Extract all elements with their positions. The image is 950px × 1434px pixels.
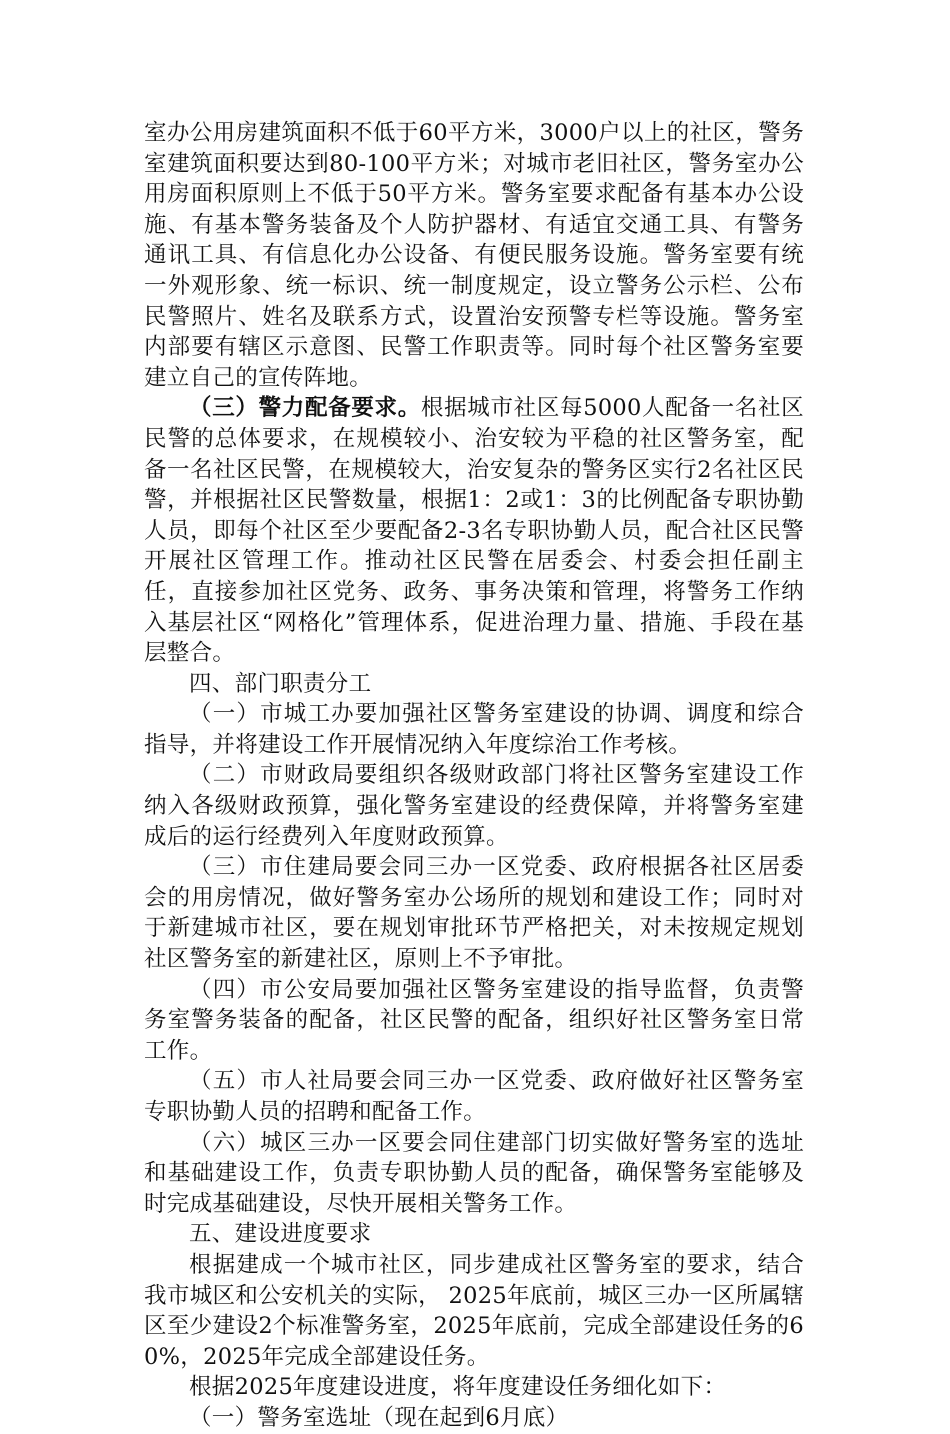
- paragraph-office-space: [144, 118, 804, 393]
- section-heading-police-staffing: （三）警力配备要求。: [189, 395, 421, 422]
- paragraph-duty-1: （一）市城工办要加强社区警务室建设的协调、调度和综合指导，并将建设工作开展情况纳入年度综治工作考核。: [144, 701, 804, 758]
- section-title-schedule: 五、建设进度要求: [189, 1221, 372, 1248]
- document-body: [144, 118, 804, 1434]
- paragraph-schedule: 根据建成一个城市社区，同步建成社区警务室的要求，结合我市城区和公安机关的实际， 2025年底前，城区三办一区所属辖区至少建设2个标准警务室，2025年底前，完成全部建设任务的60%，2025年完成全部建设任务。: [144, 1251, 804, 1370]
- paragraph-duty-2: （二）市财政局要组织各级财政部门将社区警务室建设工作纳入各级财政预算，强化警务室建设的经费保障，并将警务室建成后的运行经费列入年度财政预算。: [144, 762, 804, 850]
- paragraph-duty-5: （五）市人社局要会同三办一区党委、政府做好社区警务室专职协勤人员的招聘和配备工作。: [144, 1068, 804, 1125]
- paragraph-duty-3: （三）市住建局要会同三办一区党委、政府根据各社区居委会的用房情况，做好警务室办公场所的规划和建设工作；同时对于新建城市社区，要在规划审批环节严格把关，对未按规定规划社区警务室的新建社区，原则上不予审批。: [144, 854, 804, 973]
- paragraph-duty-4: （四）市公安局要加强社区警务室建设的指导监督，负责警务室警务装备的配备，社区民警的配备，组织好社区警务室日常工作。: [144, 976, 804, 1064]
- paragraph-site-selection: （一）警务室选址（现在起到6月底）: [189, 1404, 569, 1431]
- paragraph-text: 根据城市社区每5000人配备一名社区民警的总体要求，在规模较小、治安较为平稳的社区警务室，配备一名社区民警，在规模较大，治安复杂的警务区实行2名社区民警，并根据社区民警数量，根据1：2或1：3的比例配备专职协勤人员，即每个社区至少要配备2-3名专职协勤人员，配合社区民警开展社区管理工作。推动社区民警在居委会、村委会担任副主任，直接参加社区党务、政务、事务决策和管理，将警务工作纳入基层社区“网格化”管理体系，促进治理力量、措施、手段在基层整合。: [144, 395, 804, 667]
- paragraph-text: 室办公用房建筑面积不低于60平方米，3000户以上的社区，警务室建筑面积要达到80-100平方米；对城市老旧社区，警务室办公用房面积原则上不低于50平方米。警务室要求配备有基本办公设施、有基本警务装备及个人防护器材、有适宜交通工具、有警务通讯工具、有信息化办公设备、有便民服务设施。警务室要有统一外观形象、统一标识、统一制度规定，设立警务公示栏、公布民警照片、姓名及联系方式，设置治安预警专栏等设施。警务室内部要有辖区示意图、民警工作职责等。同时每个社区警务室要建立自己的宣传阵地。: [144, 120, 804, 391]
- section-title-department-duties: 四、部门职责分工: [189, 670, 372, 697]
- paragraph-police-staffing: [144, 393, 804, 668]
- paragraph-duty-6: （六）城区三办一区要会同住建部门切实做好警务室的选址和基础建设工作，负责专职协勤人员的配备，确保警务室能够及时完成基础建设，尽快开展相关警务工作。: [144, 1129, 804, 1217]
- paragraph-annual-tasks: 根据2025年度建设进度，将年度建设任务细化如下：: [189, 1374, 727, 1401]
